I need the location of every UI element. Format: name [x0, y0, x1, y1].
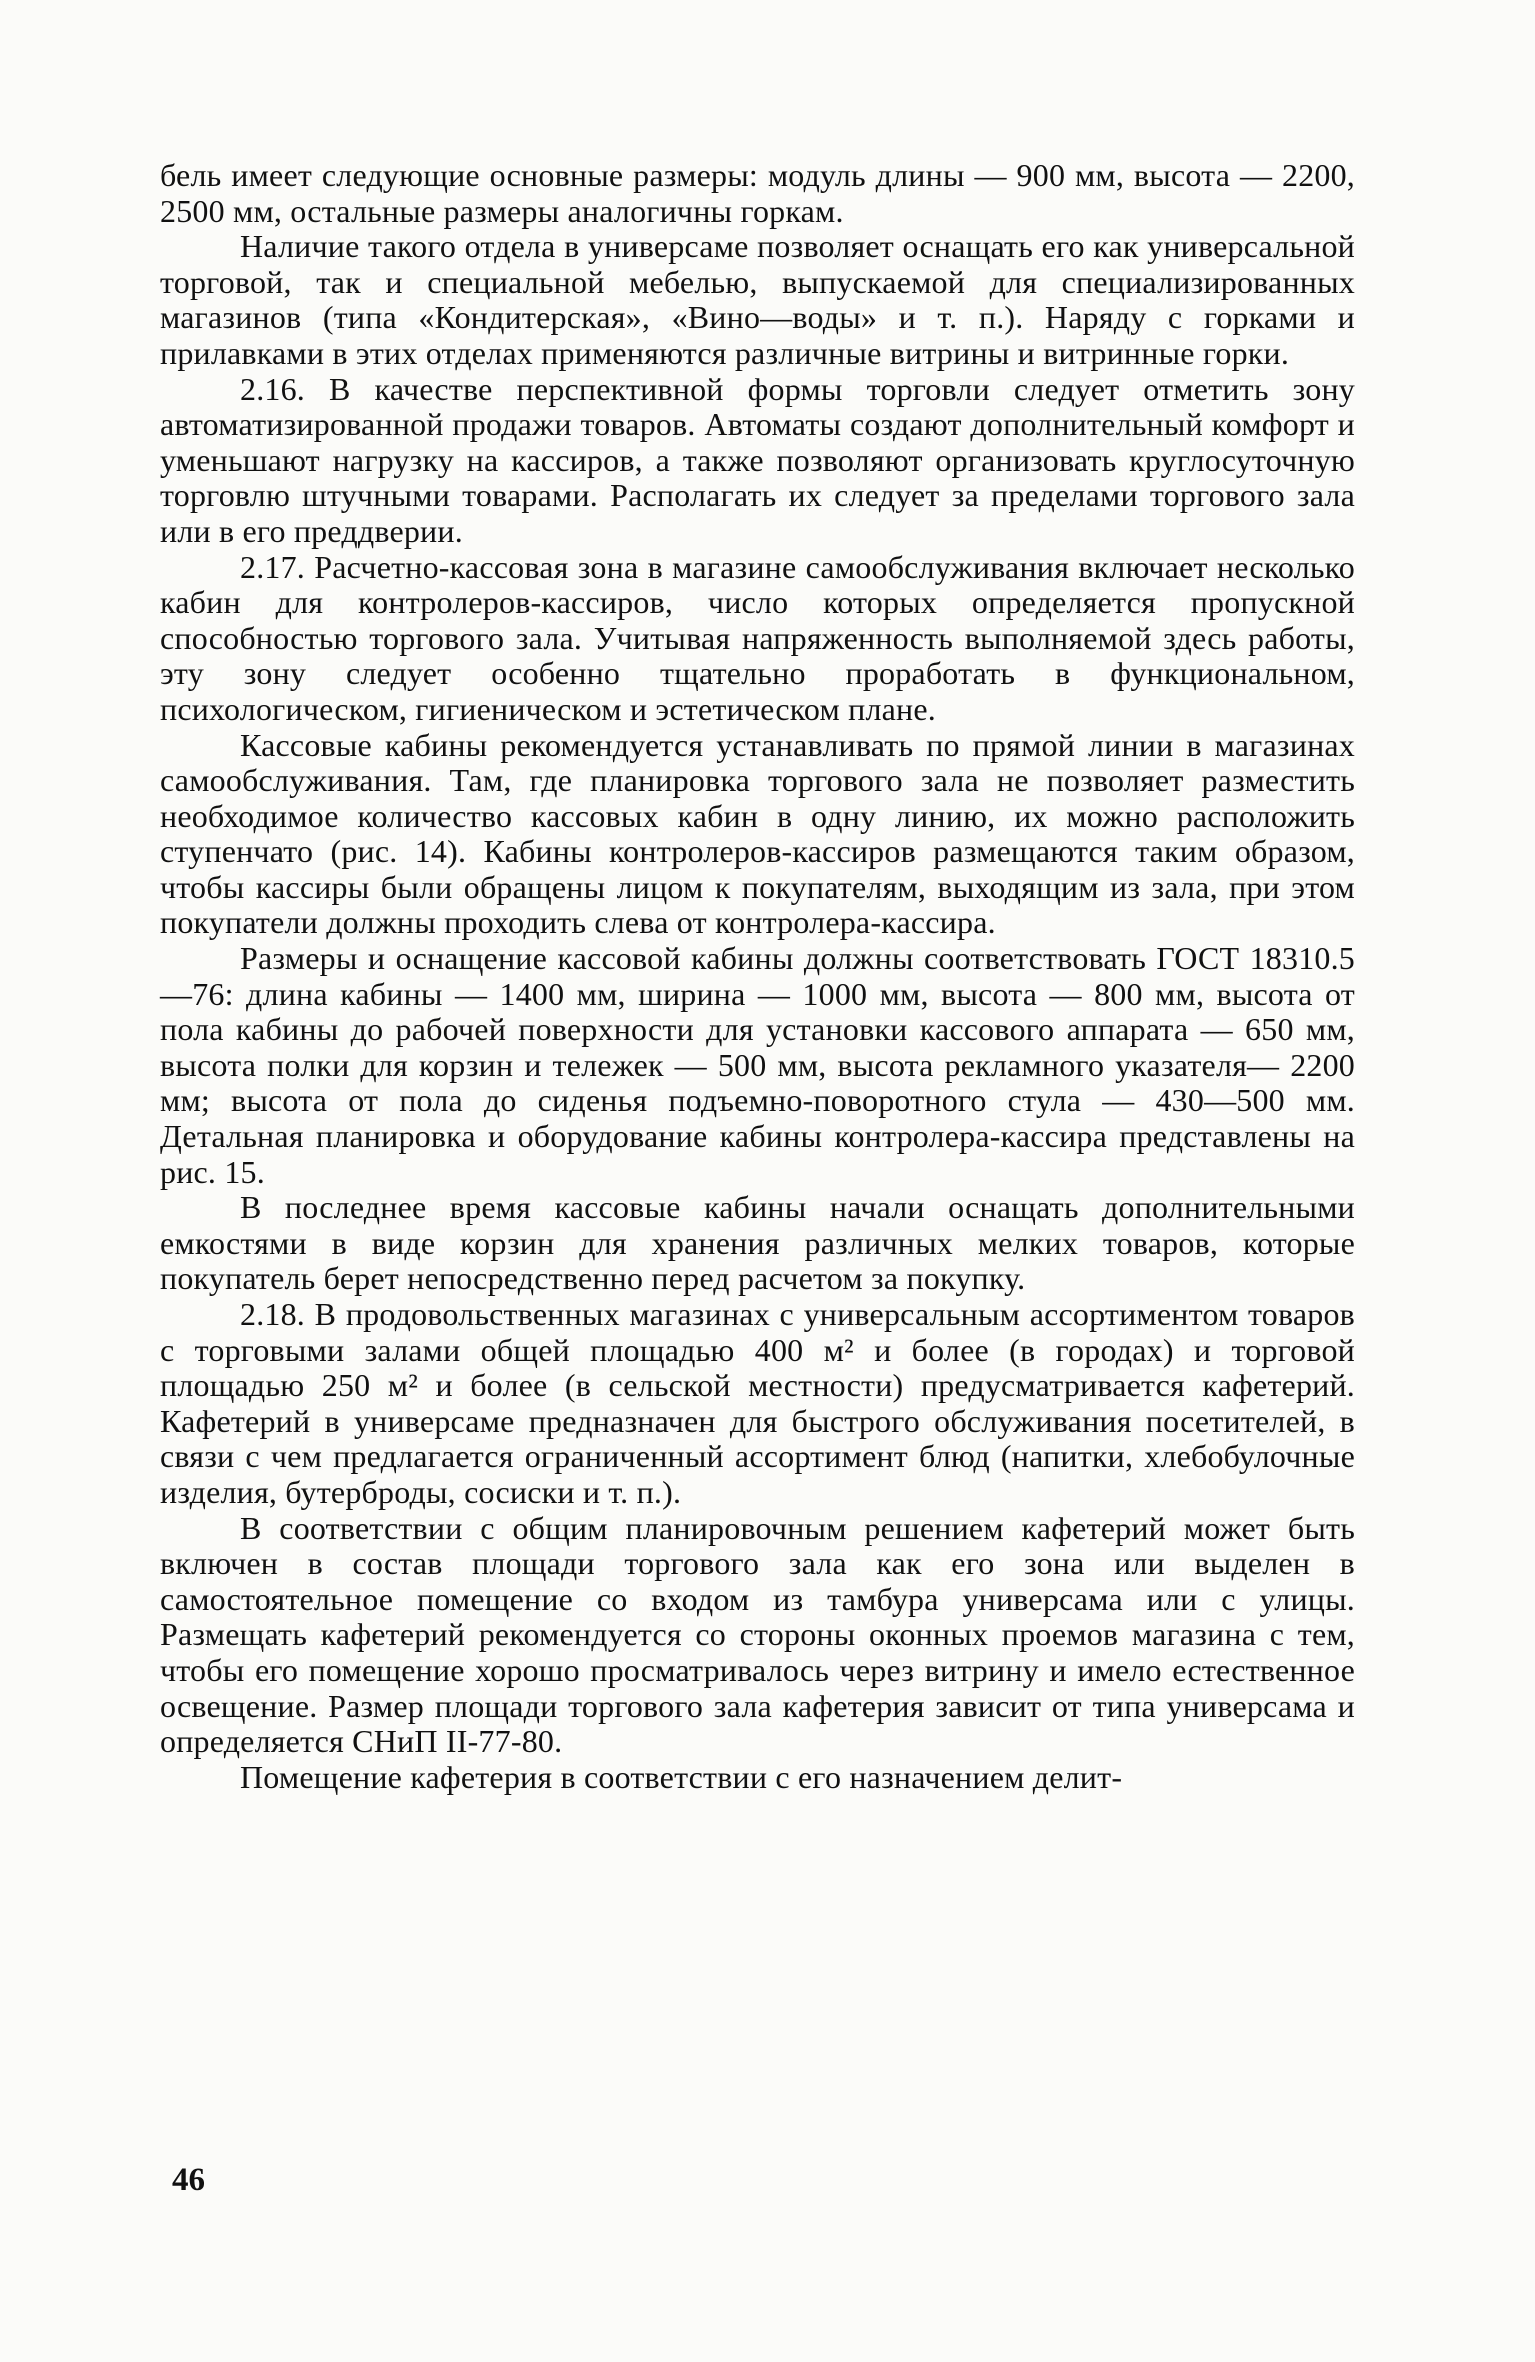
- paragraph-continuation: бель имеет следующие основные размеры: модуль длины — 900 мм, высота — 2200, 2500 мм, остальные размеры аналогичны горкам.: [160, 157, 1355, 229]
- paragraph: В соответствии с общим планировочным решением кафетерий может быть включен в состав площади торгового зала как его зона или выделен в самостоятельное помещение со входом из тамбура универсама или с улицы. Размещать кафетерий рекомендуется со стороны оконных проемов магазина с тем, чтобы его помещение хорошо просматривалось через витрину и имело естественное освещение. Размер площади торгового зала кафетерия зависит от типа универсама и определяется СНиП II-77-80.: [160, 1509, 1355, 1760]
- paragraph: В последнее время кассовые кабины начали оснащать дополнительными емкостями в виде корзин для хранения различных мелких товаров, которые покупатель берет непосредственно перед расчетом за покупку.: [160, 1189, 1355, 1297]
- paragraph-2-16: 2.16. В качестве перспективной формы торговли следует отметить зону автоматизированной продажи товаров. Автоматы создают дополнительный комфорт и уменьшают нагрузку на кассиров, а также позволяют организовать круглосуточную торговлю штучными товарами. Располагать их следует за пределами торгового зала или в его преддверии.: [160, 370, 1355, 549]
- paragraph: Кассовые кабины рекомендуется устанавливать по прямой линии в магазинах самообслуживания. Там, где планировка торгового зала не позволяет разместить необходимое количество кассовых кабин в одну линию, их можно расположить ступенчато (рис. 14). Кабины контролеров-кассиров размещаются таким образом, чтобы кассиры были обращены лицом к покупателям, выходящим из зала, при этом покупатели должны проходить слева от контролера-кассира.: [160, 726, 1355, 941]
- paragraph: Размеры и оснащение кассовой кабины должны соответствовать ГОСТ 18310.5—76: длина кабины — 1400 мм, ширина — 1000 мм, высота — 800 мм, высота от пола кабины до рабочей поверхности для установки кассового аппарата — 650 мм, высота полки для корзин и тележек — 500 мм, высота рекламного указателя— 2200 мм; высота от пола до сиденья подъемно-поворотного стула — 430—500 мм. Детальная планировка и оборудование кабины контролера-кассира представлены на рис. 15.: [160, 940, 1355, 1190]
- body-text: [160, 158, 1355, 1795]
- paragraph-continued: Помещение кафетерия в соответствии с его назначением делит-: [240, 1758, 1123, 1795]
- paragraph-2-17: 2.17. Расчетно-кассовая зона в магазине самообслуживания включает несколько кабин для контролеров-кассиров, число которых определяется пропускной способностью торгового зала. Учитывая напряженность выполняемой здесь работы, эту зону следует особенно тщательно проработать в функциональном, психологическом, гигиеническом и эстетическом плане.: [160, 548, 1355, 727]
- paragraph: Наличие такого отдела в универсаме позволяет оснащать его как универсальной торговой, так и специальной мебелью, выпускаемой для специализированных магазинов (типа «Кондитерская», «Вино—воды» и т. п.). Наряду с горками и прилавками в этих отделах применяются различные витрины и витринные горки.: [160, 228, 1355, 371]
- page-number: 46: [172, 2162, 205, 2198]
- paragraph-2-18: 2.18. В продовольственных магазинах с универсальным ассортиментом товаров с торговыми залами общей площадью 400 м² и более (в городах) и торговой площадью 250 м² и более (в сельской местности) предусматривается кафетерий. Кафетерий в универсаме предназначен для быстрого обслуживания посетителей, в связи с чем предлагается ограниченный ассортимент блюд (напитки, хлебобулочные изделия, бутерброды, сосиски и т. п.).: [160, 1296, 1355, 1510]
